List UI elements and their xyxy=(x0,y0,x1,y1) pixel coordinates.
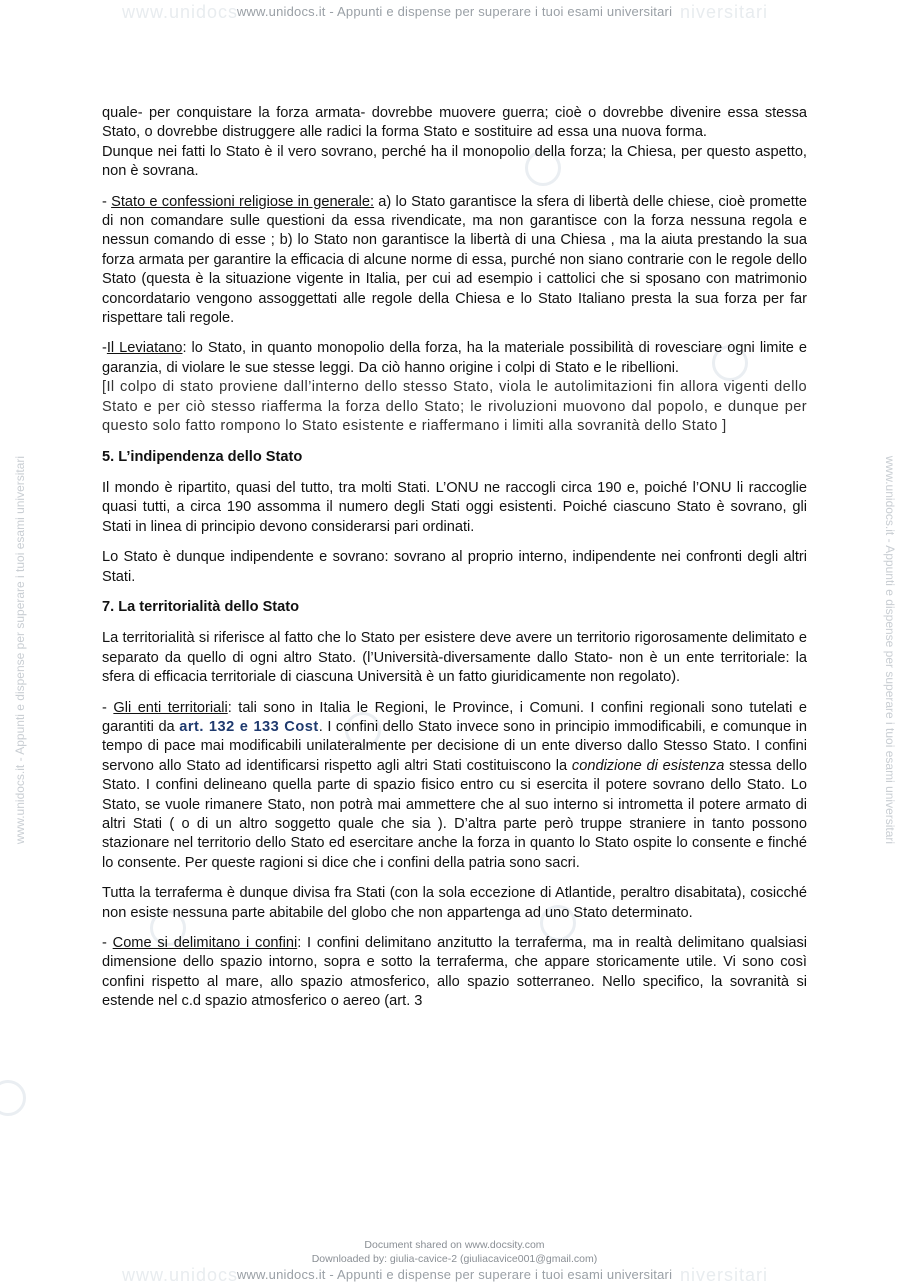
watermark-header: www.unidocs.it - Appunti e dispense per superare i tuoi esami universitari xyxy=(236,4,673,19)
watermark-ghost-right-bottom: niversitari xyxy=(680,1265,769,1285)
footer-shared-line: Document shared on www.docsity.com xyxy=(364,1239,545,1251)
dash: - xyxy=(102,935,113,952)
emphasis-condizione: condizione di esistenza xyxy=(571,757,725,774)
section-title-stato-confessioni: Stato e confessioni religiose in generale: xyxy=(111,193,375,210)
watermark-side-right: www.unidocs.it - Appunti e dispense per superare i tuoi esami universitari xyxy=(883,455,897,845)
paragraph-7-text-a: : tali sono in Italia le Regioni, le Province, i Comuni. I confini regionali sono tutelati e garantiti da xyxy=(102,699,807,735)
watermark-footer: www.unidocs.it - Appunti e dispense per superare i tuoi esami universitari xyxy=(236,1267,673,1282)
paragraph-leviatano xyxy=(102,339,807,436)
article-reference: art. 132 e 133 Cost xyxy=(179,718,319,735)
paragraph-terraferma: Tutta la terraferma è dunque divisa fra Stati (con la sola eccezione di Atlantide, peraltro disabitata), cosicché non esiste nessuna parte abitabile del globo che non appartenga ad uno Stato determinato. xyxy=(102,885,807,921)
paragraph-territorialita: La territorialità si riferisce al fatto che lo Stato per esistere deve avere un territorio rigorosamente delimitato e separato da quello di ogni altro Stato. (l’Università-diversamente dallo Stato- non è un ente territoriale: la sfera di efficacia territoriale di ciascuna Università è un fatto giuridicamente non regolato). xyxy=(102,630,807,686)
watermark-ghost-left: www.unidocs xyxy=(122,2,239,22)
footer-downloaded-line: Downloaded by: giulia-cavice-2 (giuliacavice001@gmail.com) xyxy=(311,1253,598,1265)
heading-territorialita: 7. La territorialità dello Stato xyxy=(102,598,300,615)
paragraph-enti-territoriali xyxy=(102,699,807,874)
section-title-enti-territoriali: Gli enti territoriali xyxy=(113,699,228,716)
section-title-confini: Come si delimitano i confini xyxy=(112,935,298,952)
section-title-leviatano: Il Leviatano xyxy=(106,340,183,357)
watermark-ghost-right: niversitari xyxy=(680,2,769,22)
dash: - xyxy=(102,699,114,716)
paragraph-3-text: : lo Stato, in quanto monopolio della forza, ha la materiale possibilità di rovesciare ogni limite e garanzia, di violare le sue stesse leggi. Da ciò hanno origine i colpi di Stato e le ribellioni. xyxy=(102,340,807,376)
document-footer xyxy=(0,1238,909,1266)
watermark-side-left: www.unidocs.it - Appunti e dispense per superare i tuoi esami universitari xyxy=(13,455,27,845)
paragraph-1 xyxy=(102,104,807,182)
paragraph-3-note: [Il colpo di stato proviene dall’interno dello stesso Stato, viola le autolimitazioni fin allora vigenti dello Stato e per ciò stesso riafferma la forza dello Stato; le rivoluzioni muovono dal popolo, e dunque per questo solo fatto rompono lo Stato esistente e riaffermano i limiti alla sovranità dello Stato ] xyxy=(102,379,807,435)
paragraph-7-text-c: stessa dello Stato. I confini delineano quella parte di spazio fisico entro cu si esercita il potere sovrano dello Stato. Lo Stato, se vuole rimanere Stato, non potrà mai ammettere che al suo interno si intrometta il potere armato di altri Stati ( o di un altro soggetto quale che sia ). D’altra parte però truppe straniere in tanto possono stazionare nel territorio dello Stato ed esercitare anche la forza in quanto lo Stato ospite lo consente e finché lo consente. Per queste ragioni si dice che i confini della patria sono sacri. xyxy=(102,757,807,871)
paragraph-7-text-b: . I confini dello Stato invece sono in principio immodificabili, e comunque in tempo di pace mai modificabili unilateralmente per decisione di un ente diverso dallo Stesso Stato. I confini servono allo Stato ad identificarsi rispetto agli altri Stati costituiscono la xyxy=(102,718,807,774)
paragraph-9-text: : I confini delimitano anzitutto la terraferma, ma in realtà delimitano qualsiasi dimensione dello spazio intorno, sopra e sotto la terraferma, che appare storicamente utile. Vi sono così confini rispetto al mare, allo spazio atmosferico, allo spazio sotterraneo. Nello specifico, la sovranità si estende nel c.d spazio atmosferico o aereo (art. 3 xyxy=(102,935,807,1010)
paragraph-onu: Il mondo è ripartito, quasi del tutto, tra molti Stati. L’ONU ne raccogli circa 190 e, poiché l’ONU li raccoglie quasi tutti, a circa 190 assomma il numero degli Stati oggi esistenti. Poiché ciascuno Stato è sovrano, gli Stati in linea di principio devono considerarsi pari ordinati. xyxy=(102,479,807,535)
dash: - xyxy=(102,193,112,210)
paragraph-2-text: a) lo Stato garantisce la sfera di libertà delle chiese, cioè promette di non comandare sulle questioni da essa rivendicate, ma non garantisce con la forza nessuna regola e nessun comando di esse ; b) lo Stato non garantisce la libertà di una Chiesa , ma la aiuta prestando la sua forza armata per garantire la efficacia di alcune norme di essa, purché non siano contrarie con le regole dello Stato (questa è la situazione vigente in Italia, per cui ad esempio i cattolici che si sposano con matrimonio concordatario vengono assoggettati alle regole della Chiesa e lo Stato Italiano presta la sua forza per far rispettare tali regole. xyxy=(102,193,807,327)
document-page xyxy=(102,104,807,1023)
paragraph-delimitano-confini xyxy=(102,934,807,1012)
paragraph-indipendente-sovrano: Lo Stato è dunque indipendente e sovrano: sovrano al proprio interno, indipendente nei confronti degli altri Stati. xyxy=(102,549,807,585)
paragraph-stato-confessioni xyxy=(102,193,807,329)
dash: - xyxy=(102,340,107,357)
paragraph-1-text-b: Dunque nei fatti lo Stato è il vero sovrano, perché ha il monopolio della forza; la Chiesa, per questo aspetto, non è sovrana. xyxy=(102,143,807,180)
heading-indipendenza: 5. L’indipendenza dello Stato xyxy=(102,448,303,465)
watermark-ghost-left-bottom: www.unidocs xyxy=(122,1265,239,1285)
paragraph-1-text-a: quale- per conquistare la forza armata- dovrebbe muovere guerra; cioè o dovrebbe divenire essa stessa Stato, o dovrebbe distruggere alle radici la forma Stato e sostituire ad essa una nuova forma. xyxy=(102,105,807,141)
